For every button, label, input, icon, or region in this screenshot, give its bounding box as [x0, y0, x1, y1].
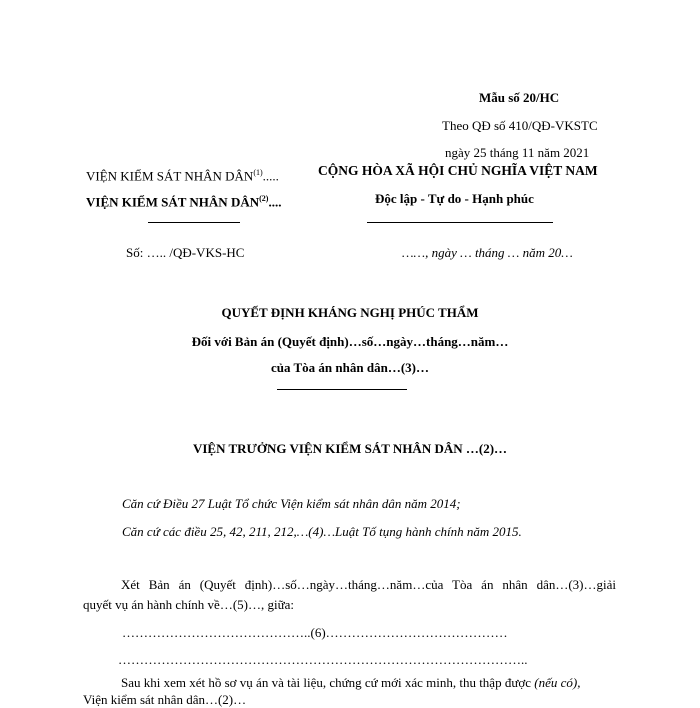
footnote-marker-1: (1) — [253, 168, 263, 177]
body-paragraph-2-line-1 — [121, 675, 580, 691]
form-reference-decision: Theo QĐ số 410/QĐ-VKSTC — [442, 118, 598, 133]
body-paragraph-2-note: (nếu có), — [534, 675, 581, 690]
agency-issuing-name: VIỆN KIỂM SÁT NHÂN DÂN — [86, 194, 260, 210]
body-paragraph-2-line-2: Viện kiểm sát nhân dân…(2)… — [83, 692, 247, 707]
party-dots-line-2: ………………………………………………………………………………….. — [118, 652, 528, 667]
national-title: CỘNG HÒA XÃ HỘI CHỦ NGHĨA VIỆT NAM — [318, 163, 598, 178]
legal-basis-1: Căn cứ Điều 27 Luật Tổ chức Viện kiểm sát nhân dân năm 2014; — [122, 496, 461, 511]
agency-issuing — [86, 191, 281, 210]
decision-court: của Tòa án nhân dân…(3)… — [271, 360, 429, 375]
decision-title: QUYẾT ĐỊNH KHÁNG NGHỊ PHÚC THẨM — [221, 305, 479, 320]
agency-parent — [86, 165, 279, 184]
body-paragraph-1-line-1: Xét Bản án (Quyết định)…số…ngày…tháng…năm…của Tòa án nhân dân…(3)…giải — [121, 577, 616, 592]
form-reference-date: ngày 25 tháng 11 năm 2021 — [445, 145, 590, 160]
legal-basis-2: Căn cứ các điều 25, 42, 211, 212,…(4)…Luật Tố tụng hành chính năm 2015. — [122, 524, 522, 539]
body-paragraph-2-text: Sau khi xem xét hồ sơ vụ án và tài liệu, chứng cứ mới xác minh, thu thập được — [121, 675, 532, 690]
agency-issuing-dots: .... — [268, 194, 282, 210]
footnote-marker-2: (2) — [259, 194, 269, 203]
title-underline — [277, 389, 407, 390]
form-code: Mẫu số 20/HC — [479, 90, 560, 105]
left-header-underline — [148, 222, 240, 223]
document-number: Số: ….. /QĐ-VKS-HC — [126, 245, 245, 260]
place-and-date: ……, ngày … tháng … năm 20… — [402, 245, 573, 260]
party-dots-line-1: ……………………………………..(6)…………………………………… — [122, 625, 508, 640]
agency-parent-name: VIỆN KIỂM SÁT NHÂN DÂN — [86, 168, 254, 184]
motto-underline — [367, 222, 553, 223]
national-motto: Độc lập - Tự do - Hạnh phúc — [375, 191, 534, 206]
decision-subject: Đối với Bản án (Quyết định)…số…ngày…tháng…năm… — [191, 334, 509, 349]
agency-parent-dots: ..... — [262, 168, 279, 184]
authority-heading: VIỆN TRƯỞNG VIỆN KIỂM SÁT NHÂN DÂN …(2)… — [192, 441, 508, 456]
body-paragraph-1-line-2: quyết vụ án hành chính về…(5)…, giữa: — [83, 597, 295, 612]
